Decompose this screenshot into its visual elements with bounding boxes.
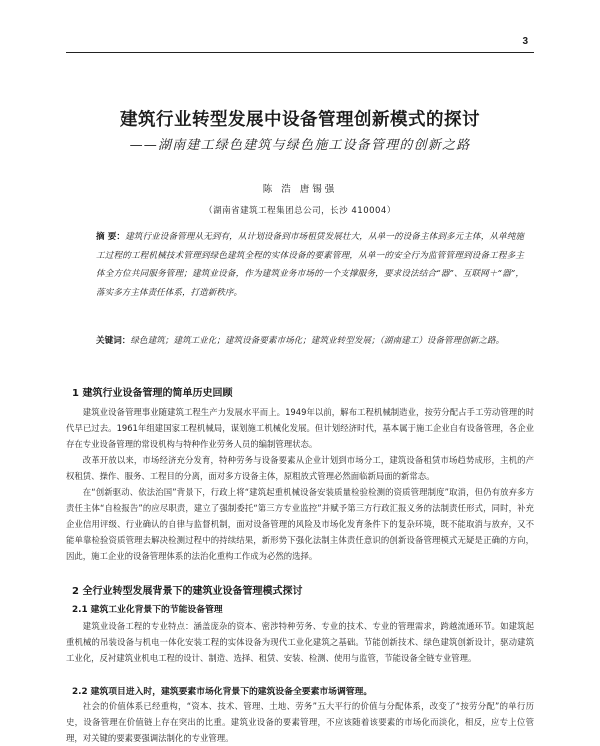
subsection-2-1-heading: 2.1 建筑工业化背景下的节能设备管理: [72, 605, 223, 615]
authors: 陈 浩 唐锡强: [262, 184, 338, 195]
abstract-label: 摘 要：: [96, 232, 126, 242]
abstract: [96, 228, 524, 302]
keywords-label: 关键词：: [96, 336, 131, 346]
paper-subtitle: ——湖南建工绿色建筑与绿色施工设备管理的创新之路: [129, 138, 471, 153]
section-1-heading: 1 建筑行业设备管理的简单历史回顾: [72, 388, 233, 399]
section-2-heading: 2 全行业转型发展背景下的建筑业设备管理模式探讨: [72, 586, 303, 597]
subsection-2-2-body: [66, 698, 534, 746]
paragraph: 建筑业设备工程的专业特点：涵盖庞杂的资本、密涉特种劳务、专业的技术、专业的管理需求，跨越流通环节。如建筑起重机械的吊装设备与机电一体化安装工程的实体设备为现代工业化建筑之基础。节能创新技术、绿色建筑创新设计，驱动建筑工业化，反衬建筑业机电工程的设计、制造、选择、租赁、安装、检测、使用与监管，节能设备全链专业管理。: [66, 621, 534, 663]
paragraph: 社会的价值体系已经重构，“资本、技术、管理、土地、劳务”五大平行的价值与分配体系，改变了“按劳分配”的单行历史，设备管理在价值链上存在突出的比重。建筑业设备的要素管理，不应该随着该要素的市场化而淡化，相反，应专上位管理，对关键的要素要强调法制化的专业管理。: [66, 701, 534, 743]
subsection-2-1-body: [66, 618, 534, 666]
keywords-text: 绿色建筑；建筑工业化；建筑设备要素市场化；建筑业转型发展；（湖南建工）设备管理创新之路。: [130, 336, 505, 346]
keywords: [96, 332, 524, 351]
page-number: 3: [522, 36, 528, 47]
header-rule: [66, 52, 534, 53]
affiliation: （湖南省建筑工程集团总公司，长沙 410004）: [204, 206, 396, 216]
paragraph: 建筑业设备管理事业随建筑工程生产力发展水平而上。1949年以前，解布工程机械制造业，按劳分配占手工劳动管理的时代早已过去。1961年组建国家工程机械局，谋划施工机械化发展。但计划经济时代，基本属于施工企业自有设备管理，各企业存在专业设备管理的常设机构与特种作业劳务人员的编制管理状态。: [66, 407, 534, 449]
paper-title: 建筑行业转型发展中设备管理创新模式的探讨: [120, 110, 480, 130]
paragraph: 在“创新驱动、依法治国”背景下，行政上将“建筑起重机械设备安装质量检验检测的资质管理制度”取消，但仍有放弃多方责任主体“自检报告”的应尽职责，建立了强制委托“第三方专业监控”并赋予第三方行政汇报义务的法制责任形式，同时，补充企业信用评级、行业确认的自律与监督机制，面对设备管理的风险及市场化发育条件下的复杂环境，既不能取消与放弃，又不能单靠检验资质管理去解决检测过程中的持续结果，新形势下强化法制主体责任意识的创新设备管理模式无疑是正确的方向，因此，施工企业的设备管理体系的法治化重构工作成为必然的选择。: [66, 487, 534, 561]
section-1-body: [66, 404, 534, 564]
subsection-2-2-heading: 2.2 建筑项目进入时，建筑要素市场化背景下的建筑设备全要素市场调管理。: [72, 687, 373, 697]
paragraph: 改革开放以来，市场经济充分发育，特种劳务与设备要素从企业计划到市场分工，建筑设备租赁市场趋势成形，主机的产权租赁、操作、服务、工程目的分离，面对多方设备主体，原粗放式管理必然面临新局面的新常态。: [66, 455, 534, 481]
abstract-text: 建筑行业设备管理从无到有，从计划设备到市场租赁发展壮大，从单一的设备主体到多元主体，从单纯施工过程的工程机械技术管理到绿色建筑全程的实体设备的要素管理，从单一的安全行为监管管理到设备工程多主体全方位共同服务管理；建筑业设备，作为建筑业务市场的一个支撑服务，要求设法结合“器”、互联网＋“器”，落实多方主体责任体系，打造新秩序。: [96, 232, 524, 298]
